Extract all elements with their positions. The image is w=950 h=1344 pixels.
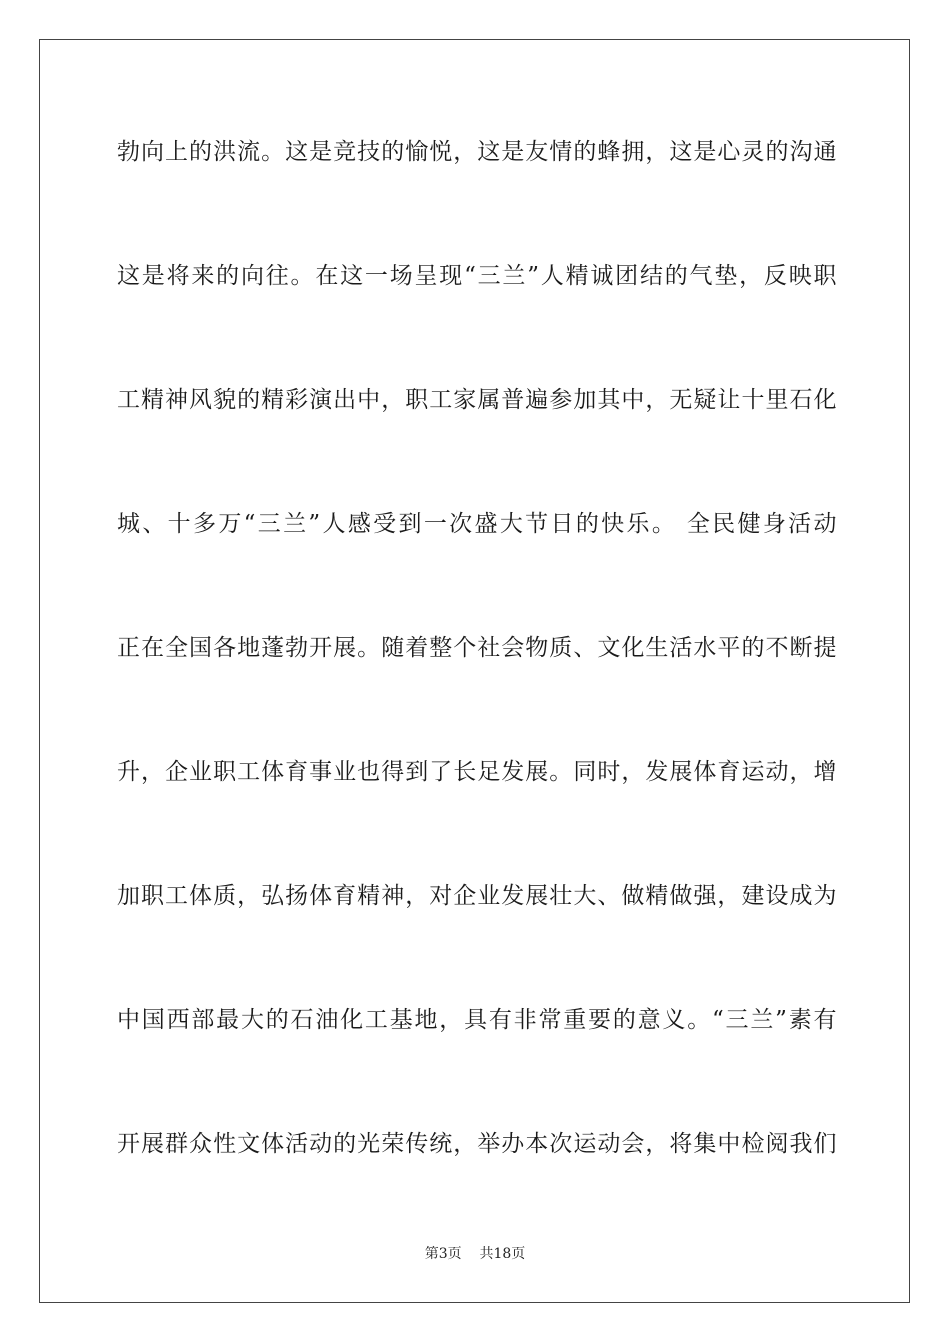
total-pages: 共18页 bbox=[479, 1246, 526, 1262]
text-line: 工精神风貌的精彩演出中，职工家属普遍参加其中，无疑让十里石化 bbox=[117, 387, 837, 413]
text-line: 勃向上的洪流。这是竞技的愉悦，这是友情的蜂拥，这是心灵的沟通 bbox=[117, 139, 837, 165]
page-footer bbox=[0, 1245, 950, 1263]
text-line: 升，企业职工体育事业也得到了长足发展。同时，发展体育运动，增 bbox=[117, 759, 837, 785]
page-border bbox=[39, 39, 910, 1303]
text-line: 这是将来的向往。在这一场呈现“三兰”人精诚团结的气垫，反映职 bbox=[117, 263, 837, 289]
text-line: 城、十多万“三兰”人感受到一次盛大节日的快乐。 全民健身活动 bbox=[117, 511, 837, 537]
text-line: 中国西部最大的石油化工基地，具有非常重要的意义。“三兰”素有 bbox=[117, 1007, 837, 1033]
page-number: 第3页 bbox=[424, 1246, 462, 1262]
text-line: 加职工体质，弘扬体育精神，对企业发展壮大、做精做强，建设成为 bbox=[117, 883, 837, 909]
text-line: 正在全国各地蓬勃开展。随着整个社会物质、文化生活水平的不断提 bbox=[117, 635, 837, 661]
text-line: 开展群众性文体活动的光荣传统，举办本次运动会，将集中检阅我们 bbox=[117, 1131, 837, 1157]
